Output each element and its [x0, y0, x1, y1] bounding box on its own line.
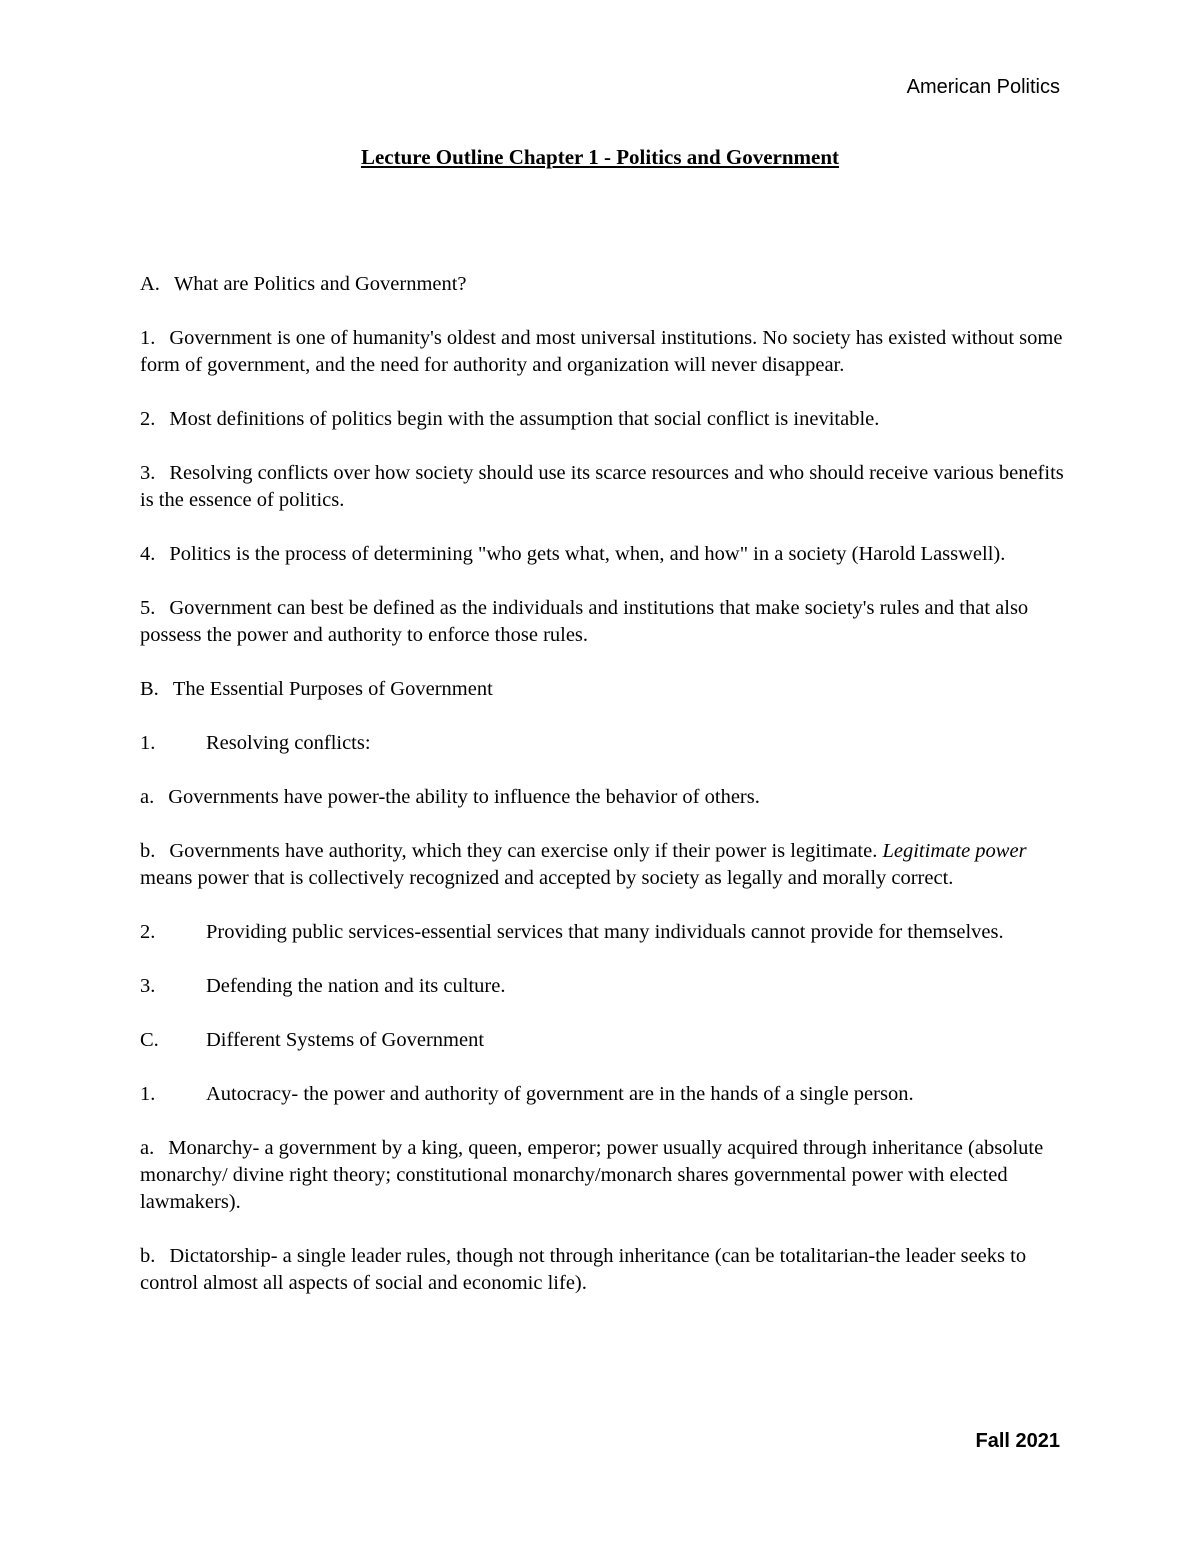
item-text: Resolving conflicts over how society should use its scarce resources and who should receive various benefits is the essence of politics.	[140, 462, 1064, 511]
page-header-course: American Politics	[906, 76, 1060, 98]
item-marker: a.	[140, 786, 155, 808]
item-text-before: Governments have authority, which they can exercise only if their power is legitimate.	[169, 840, 878, 862]
outline-item-b2	[140, 919, 1065, 946]
outline-item-a4	[140, 541, 1065, 568]
item-marker: b.	[140, 1245, 156, 1267]
item-text: Most definitions of politics begin with the assumption that social conflict is inevitable.	[169, 408, 880, 430]
item-marker: 2.	[140, 921, 156, 943]
item-marker: 3.	[140, 462, 156, 484]
item-text: Politics is the process of determining "who gets what, when, and how" in a society (Harold Lasswell).	[169, 543, 1006, 565]
section-c-heading	[140, 1027, 1065, 1054]
item-marker: 1.	[140, 327, 156, 349]
item-text: Monarchy- a government by a king, queen, emperor; power usually acquired through inheritance (absolute monarchy/ divine right theory; constitutional monarchy/monarch shares governmental power with elected lawmakers).	[140, 1137, 1044, 1213]
section-marker: C.	[140, 1029, 159, 1051]
item-text: Government is one of humanity's oldest and most universal institutions. No society has existed without some form of government, and the need for authority and organization will never disappear.	[140, 327, 1063, 376]
outline-item-b3	[140, 973, 1065, 1000]
outline-item-c1	[140, 1081, 1065, 1108]
item-text: Autocracy- the power and authority of government are in the hands of a single person.	[206, 1083, 914, 1105]
item-text: Government can best be defined as the individuals and institutions that make society's rules and that also possess the power and authority to enforce those rules.	[140, 597, 1029, 646]
item-text: Providing public services-essential services that many individuals cannot provide for themselves.	[206, 921, 1004, 943]
outline-item-a5	[140, 595, 1065, 649]
page-title: Lecture Outline Chapter 1 - Politics and Government	[360, 145, 840, 169]
outline-item-b1b	[140, 838, 1065, 892]
section-heading-text: The Essential Purposes of Government	[172, 678, 493, 700]
outline-item-a3	[140, 460, 1065, 514]
item-marker: 3.	[140, 975, 156, 997]
item-marker: 1.	[140, 732, 156, 754]
section-heading-text: What are Politics and Government?	[173, 273, 467, 295]
page-footer-term: Fall 2021	[975, 1430, 1060, 1452]
item-text: Dictatorship- a single leader rules, though not through inheritance (can be totalitarian-the leader seeks to control almost all aspects of social and economic life).	[140, 1245, 1027, 1294]
item-marker: a.	[140, 1137, 155, 1159]
outline-item-b1a	[140, 784, 1065, 811]
outline-item-a2	[140, 406, 1065, 433]
item-text: Defending the nation and its culture.	[206, 975, 506, 997]
outline-item-a1	[140, 325, 1065, 379]
item-marker: b.	[140, 840, 156, 862]
item-marker: 5.	[140, 597, 156, 619]
section-b-heading	[140, 676, 1065, 703]
item-marker: 4.	[140, 543, 156, 565]
defined-term: Legitimate power	[882, 840, 1027, 862]
item-marker: 2.	[140, 408, 156, 430]
item-text: Governments have power-the ability to influence the behavior of others.	[168, 786, 760, 808]
outline-item-c1b	[140, 1243, 1065, 1297]
section-a-heading	[140, 271, 1065, 298]
item-text: Resolving conflicts:	[206, 732, 371, 754]
item-marker: 1.	[140, 1083, 156, 1105]
item-text-after: means power that is collectively recognized and accepted by society as legally and morally correct.	[140, 867, 954, 889]
section-marker: A.	[140, 273, 160, 295]
outline-item-c1a	[140, 1135, 1065, 1216]
outline-item-b1	[140, 730, 1065, 757]
section-marker: B.	[140, 678, 159, 700]
outline-body	[140, 271, 1065, 1324]
section-heading-text: Different Systems of Government	[206, 1029, 485, 1051]
